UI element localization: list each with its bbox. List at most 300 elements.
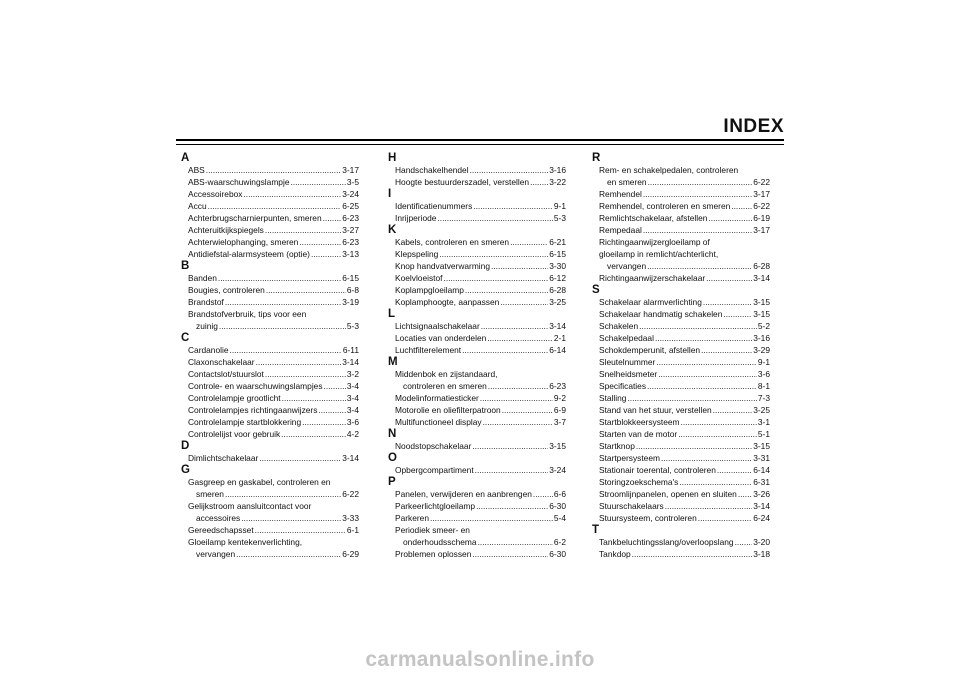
index-entry-page: 3-15: [753, 297, 770, 307]
index-entry-page: 3-18: [753, 549, 770, 559]
index-entry-text: Modelinformatiesticker: [395, 393, 479, 403]
dot-leader: [738, 488, 752, 500]
index-letter-heading: N: [388, 428, 397, 440]
index-entry-text: Stroomlijnpanelen, openen en sluiten: [599, 489, 737, 499]
index-letter-heading: C: [181, 332, 190, 344]
index-entry-page: 3-26: [753, 489, 770, 499]
index-entry-page: 6-11: [342, 345, 359, 355]
index-entry-page: 3-14: [753, 273, 770, 283]
dot-leader: [430, 512, 553, 524]
index-entry-text: Panelen, verwijderen en aanbrengen: [395, 489, 532, 499]
index-entry: [388, 392, 566, 404]
index-entry: [388, 500, 566, 512]
index-entry-page: 3-14: [549, 321, 566, 331]
dot-leader: [698, 512, 752, 524]
index-entry-page: 3-20: [753, 537, 770, 547]
index-entry-line: gloeilamp in remlicht/achterlicht,: [599, 249, 719, 259]
title-rule-thick: [176, 139, 784, 141]
index-letter-heading: A: [181, 152, 190, 164]
index-entry-text: Cardanolie: [188, 345, 229, 355]
index-entry: [181, 248, 359, 260]
index-entry-page: 5-3: [346, 321, 359, 331]
index-entry: [592, 224, 770, 236]
index-entry: [592, 344, 770, 356]
index-entry-text: Achterbrugscharnierpunten, smeren: [188, 213, 322, 223]
index-entry-line: Brandstofverbruik, tips voor een: [188, 309, 307, 319]
index-entry-text: Achterwielophanging, smeren: [188, 237, 299, 247]
index-entry-page: 6-15: [549, 249, 566, 259]
index-entry-text: Controlelampjes richtingaanwijzers: [188, 405, 318, 415]
index-entry-text: Accessoirebox: [188, 189, 243, 199]
index-entry-page: 5-4: [553, 513, 566, 523]
index-entry-text: Controlelampje startblokkering: [188, 417, 302, 427]
index-entry-page: 9-1: [757, 357, 770, 367]
index-entry: [592, 428, 770, 440]
index-entry-page: 9-2: [553, 393, 566, 403]
index-entry-page: 6-9: [553, 405, 566, 415]
index-entry: [592, 488, 770, 500]
index-entry-text: Koelvloeistof: [395, 273, 443, 283]
index-entry: [388, 164, 566, 176]
index-entry-text: Klepspeling: [395, 249, 439, 259]
index-letter-heading: B: [181, 260, 190, 272]
index-entry: [181, 164, 359, 176]
dot-leader: [462, 344, 548, 356]
index-entry: [388, 176, 566, 188]
index-entry-page: 3-7: [553, 417, 566, 427]
index-entry-page: 6-23: [549, 381, 566, 391]
dot-leader: [731, 200, 752, 212]
index-entry: [181, 284, 359, 296]
index-entry-text: Specificaties: [599, 381, 647, 391]
index-entry: [592, 164, 770, 188]
index-entry-text: Schakelen: [599, 321, 639, 331]
index-entry: [181, 188, 359, 200]
index-entry-text: Sleutelnummer: [599, 357, 656, 367]
index-entry: [388, 260, 566, 272]
index-entry: [592, 536, 770, 548]
dot-leader: [281, 428, 346, 440]
index-entry-page: 3-13: [342, 249, 359, 259]
index-entry-text: Gereedschapsset: [188, 525, 254, 535]
index-entry-page: 3-1: [757, 417, 770, 427]
title-rule-thin: [176, 144, 784, 145]
index-entry: [592, 212, 770, 224]
index-entry: [181, 212, 359, 224]
dot-leader: [703, 296, 752, 308]
index-entry: [592, 368, 770, 380]
index-entry: [592, 392, 770, 404]
index-entry-page: 3-16: [549, 165, 566, 175]
index-entry-page: 3-31: [753, 453, 770, 463]
index-entry-page: 3-17: [753, 189, 770, 199]
index-entry: [592, 476, 770, 488]
index-entry: [388, 368, 566, 392]
index-entry-text: Parkeerlichtgloeilamp: [395, 501, 476, 511]
index-entry-page: 3-25: [753, 405, 770, 415]
index-entry-page: 3-17: [753, 225, 770, 235]
index-letter-heading: T: [592, 524, 600, 536]
index-entry: [592, 440, 770, 452]
index-entry-text: controleren en smeren: [403, 381, 487, 391]
index-column-2: [388, 152, 566, 560]
index-entry-page: 2-1: [553, 333, 566, 343]
index-letter-heading: M: [388, 356, 398, 368]
index-entry-text: Storingzoekschema's: [599, 477, 679, 487]
index-entry-text: Identificatienummers: [395, 201, 473, 211]
dot-leader: [243, 188, 341, 200]
index-entry-text: Banden: [188, 273, 217, 283]
dot-leader: [225, 296, 341, 308]
index-entry-text: Locaties van onderdelen: [395, 333, 487, 343]
index-entry-page: 6-12: [549, 273, 566, 283]
index-entry-text: vervangen: [607, 261, 647, 271]
index-entry-text: Brandstof: [188, 297, 224, 307]
index-entry: [181, 404, 359, 416]
index-entry: [592, 416, 770, 428]
index-entry-text: Startknop: [599, 441, 635, 451]
index-entry-text: Lichtsignaalschakelaar: [395, 321, 480, 331]
index-letter-heading: R: [592, 152, 601, 164]
index-entry: [388, 320, 566, 332]
dot-leader: [476, 500, 548, 512]
index-entry-page: 6-31: [753, 477, 770, 487]
dot-leader: [487, 332, 553, 344]
index-entry: [388, 440, 566, 452]
index-column-3: [592, 152, 770, 560]
index-entry-text: Kabels, controleren en smeren: [395, 237, 510, 247]
index-entry: [592, 188, 770, 200]
index-entry: [181, 380, 359, 392]
index-entry-page: 3-14: [342, 357, 359, 367]
index-entry-page: 3-33: [342, 513, 359, 523]
index-entry-text: Controlelijst voor gebruik: [188, 429, 281, 439]
index-letter-heading: L: [388, 308, 396, 320]
index-entry-text: Schokdemperunit, afstellen: [599, 345, 701, 355]
dot-leader: [218, 272, 341, 284]
index-entry: [388, 200, 566, 212]
dot-leader: [648, 176, 753, 188]
index-entry-text: Snelheidsmeter: [599, 369, 658, 379]
page-title: INDEX: [723, 116, 784, 137]
index-entry: [388, 464, 566, 476]
index-letter-heading: O: [388, 452, 397, 464]
index-entry-page: 3-15: [753, 309, 770, 319]
index-entry-page: 6-15: [342, 273, 359, 283]
index-entry-page: 3-27: [342, 225, 359, 235]
index-entry: [592, 404, 770, 416]
index-entry-text: en smeren: [607, 177, 647, 187]
index-entry-page: 6-23: [342, 237, 359, 247]
index-entry-page: 6-14: [549, 345, 566, 355]
index-entry: [388, 236, 566, 248]
index-entry: [181, 476, 359, 500]
index-entry-text: Tankdop: [599, 549, 631, 559]
index-entry: [388, 272, 566, 284]
index-entry-page: 5-3: [553, 213, 566, 223]
dot-leader: [681, 416, 757, 428]
index-entry-text: Tankbeluchtingsslang/overloopslang: [599, 537, 734, 547]
index-entry-text: vervangen: [196, 549, 236, 559]
watermark-footer: carmanualsonline.info: [365, 648, 595, 671]
dot-leader: [735, 536, 753, 548]
dot-leader: [530, 176, 548, 188]
index-entry-page: 5-1: [757, 429, 770, 439]
index-entry-line: Richtingaanwijzergloeilamp of: [599, 237, 710, 247]
dot-leader: [647, 380, 757, 392]
dot-leader: [256, 356, 342, 368]
index-entry: [388, 404, 566, 416]
dot-leader: [472, 548, 548, 560]
dot-leader: [679, 476, 752, 488]
index-entry-text: Remlichtschakelaar, afstellen: [599, 213, 708, 223]
index-entry-text: Schakelaar handmatig schakelen: [599, 309, 723, 319]
dot-leader: [658, 368, 757, 380]
index-entry-text: Schakelpedaal: [599, 333, 654, 343]
index-entry-text: Stuurschakelaars: [599, 501, 664, 511]
dot-leader: [488, 380, 548, 392]
dot-leader: [639, 320, 757, 332]
index-entry-page: 3-29: [753, 345, 770, 355]
dot-leader: [647, 260, 752, 272]
index-entry-page: 3-17: [342, 165, 359, 175]
index-entry-text: Startblokkeersysteem: [599, 417, 680, 427]
index-entry: [592, 296, 770, 308]
dot-leader: [219, 320, 346, 332]
index-entry-text: onderhoudsschema: [403, 537, 477, 547]
index-entry-page: 6-22: [753, 177, 770, 187]
index-entry: [592, 464, 770, 476]
index-entry: [388, 344, 566, 356]
index-letter-heading: G: [181, 464, 190, 476]
index-entry-text: Startpersysteem: [599, 453, 660, 463]
index-entry-text: Koplamphoogte, aanpassen: [395, 297, 500, 307]
index-entry-page: 3-4: [346, 405, 359, 415]
index-entry: [592, 452, 770, 464]
dot-leader: [266, 284, 346, 296]
index-entry-text: Richtingaanwijzerschakelaar: [599, 273, 706, 283]
index-entry-line: Gloeilamp kentekenverlichting,: [188, 537, 303, 547]
index-entry-text: Hoogte bestuurderszadel, verstellen: [395, 177, 530, 187]
index-entry-text: zuinig: [196, 321, 218, 331]
index-entry-text: Stand van het stuur, verstellen: [599, 405, 712, 415]
dot-leader: [302, 416, 346, 428]
index-entry-page: 3-6: [757, 369, 770, 379]
index-entry-page: 8-1: [757, 381, 770, 391]
dot-leader: [473, 200, 553, 212]
index-entry: [181, 308, 359, 332]
index-entry: [181, 272, 359, 284]
dot-leader: [701, 344, 752, 356]
dot-leader: [655, 332, 752, 344]
dot-leader: [643, 188, 752, 200]
index-entry-page: 3-19: [342, 297, 359, 307]
index-entry-page: 3-30: [549, 261, 566, 271]
index-entry-text: Knop handvatverwarming: [395, 261, 490, 271]
index-entry-page: 3-2: [346, 369, 359, 379]
index-entry: [181, 500, 359, 524]
dot-leader: [299, 236, 341, 248]
index-entry-text: Motorolie en oliefilterpatroon: [395, 405, 501, 415]
index-entry-text: Bougies, controleren: [188, 285, 265, 295]
index-entry-page: 7-3: [757, 393, 770, 403]
dot-leader: [713, 404, 753, 416]
index-entry-page: 3-24: [342, 189, 359, 199]
dot-leader: [236, 548, 341, 560]
dot-leader: [470, 164, 549, 176]
index-entry-text: Opbergcompartiment: [395, 465, 474, 475]
index-entry: [592, 236, 770, 272]
index-entry: [181, 236, 359, 248]
index-entry-text: Contactslot/stuurslot: [188, 369, 264, 379]
index-entry-text: Noodstopschakelaar: [395, 441, 472, 451]
index-entry-page: 3-15: [753, 441, 770, 451]
dot-leader: [255, 524, 346, 536]
dot-leader: [661, 452, 752, 464]
index-entry-page: 3-25: [549, 297, 566, 307]
index-letter-heading: P: [388, 476, 396, 488]
index-entry-text: Multifunctioneel display: [395, 417, 482, 427]
index-entry: [181, 200, 359, 212]
index-entry: [592, 200, 770, 212]
index-entry-page: 6-6: [553, 489, 566, 499]
index-entry: [388, 284, 566, 296]
dot-leader: [318, 404, 345, 416]
dot-leader: [500, 296, 548, 308]
index-entry-text: Schakelaar alarmverlichting: [599, 297, 702, 307]
index-entry-page: 6-22: [753, 201, 770, 211]
index-entry-text: Accu: [188, 201, 207, 211]
dot-leader: [206, 164, 341, 176]
index-entry: [388, 488, 566, 500]
index-entry: [181, 344, 359, 356]
index-entry: [388, 296, 566, 308]
index-entry-text: Stationair toerental, controleren: [599, 465, 716, 475]
dot-leader: [717, 464, 752, 476]
dot-leader: [324, 380, 346, 392]
index-entry: [181, 392, 359, 404]
dot-leader: [323, 212, 342, 224]
index-entry-page: 3-6: [346, 417, 359, 427]
dot-leader: [643, 224, 752, 236]
dot-leader: [437, 212, 552, 224]
index-entry: [388, 212, 566, 224]
dot-leader: [208, 200, 342, 212]
dot-leader: [480, 392, 553, 404]
index-entry-line: Middenbok en zijstandaard,: [395, 369, 498, 379]
index-entry-page: 6-29: [342, 549, 359, 559]
index-entry: [388, 512, 566, 524]
index-entry-text: Luchtfilterelement: [395, 345, 462, 355]
index-entry-text: Problemen oplossen: [395, 549, 472, 559]
index-entry-page: 6-30: [549, 501, 566, 511]
index-entry-text: accessoires: [196, 513, 241, 523]
index-entry-page: 6-21: [549, 237, 566, 247]
index-letter-heading: H: [388, 152, 397, 164]
index-entry: [181, 296, 359, 308]
index-entry-page: 6-2: [553, 537, 566, 547]
index-entry-page: 3-24: [549, 465, 566, 475]
dot-leader: [723, 308, 752, 320]
dot-leader: [706, 272, 752, 284]
index-entry: [592, 380, 770, 392]
index-entry: [592, 356, 770, 368]
dot-leader: [533, 488, 553, 500]
index-entry: [181, 428, 359, 440]
index-entry: [388, 548, 566, 560]
index-entry-text: Rempedaal: [599, 225, 642, 235]
index-letter-heading: I: [388, 188, 392, 200]
dot-leader: [259, 452, 341, 464]
index-entry: [181, 368, 359, 380]
index-entry-text: Remhendel: [599, 189, 642, 199]
index-entry: [388, 524, 566, 548]
dot-leader: [665, 500, 753, 512]
dot-leader: [478, 536, 553, 548]
dot-leader: [290, 176, 345, 188]
dot-leader: [475, 464, 549, 476]
index-entry-line: Gelijkstroom aansluitcontact voor: [188, 501, 312, 511]
dot-leader: [708, 212, 752, 224]
dot-leader: [265, 368, 346, 380]
index-entry-line: Rem- en schakelpedalen, controleren: [599, 165, 739, 175]
index-entry: [592, 548, 770, 560]
index-entry-text: Claxonschakelaar: [188, 357, 255, 367]
index-entry-page: 6-30: [549, 549, 566, 559]
index-entry-text: Controlelampje grootlicht: [188, 393, 281, 403]
index-entry-line: Periodiek smeer- en: [395, 525, 470, 535]
index-entry-page: 3-14: [753, 501, 770, 511]
index-entry-text: Controle- en waarschuwingslampjes: [188, 381, 323, 391]
index-entry-text: smeren: [196, 489, 224, 499]
index-entry: [181, 176, 359, 188]
index-letter-heading: K: [388, 224, 397, 236]
dot-leader: [656, 356, 757, 368]
dot-leader: [483, 416, 553, 428]
index-entry-text: Inrijperiode: [395, 213, 437, 223]
dot-leader: [632, 548, 753, 560]
index-entry: [181, 536, 359, 560]
dot-leader: [491, 260, 548, 272]
index-entry-text: Stuursysteem, controleren: [599, 513, 697, 523]
index-entry-text: Handschakelhendel: [395, 165, 469, 175]
index-column-1: [181, 152, 359, 560]
index-entry: [592, 500, 770, 512]
index-entry: [592, 320, 770, 332]
dot-leader: [444, 272, 549, 284]
index-entry: [181, 356, 359, 368]
index-entry-page: 6-28: [549, 285, 566, 295]
dot-leader: [510, 236, 548, 248]
index-entry-text: Achteruitkijkspiegels: [188, 225, 264, 235]
index-entry-text: Dimlichtschakelaar: [188, 453, 259, 463]
index-entry-page: 6-28: [753, 261, 770, 271]
dot-leader: [502, 404, 553, 416]
index-entry: [592, 272, 770, 284]
index-letter-heading: S: [592, 284, 600, 296]
dot-leader: [678, 428, 757, 440]
index-entry: [592, 512, 770, 524]
index-entry-page: 3-15: [549, 441, 566, 451]
index-entry-line: Gasgreep en gaskabel, controleren en: [188, 477, 331, 487]
index-entry: [181, 224, 359, 236]
index-entry: [181, 416, 359, 428]
dot-leader: [627, 392, 756, 404]
index-entry-page: 3-4: [346, 381, 359, 391]
index-entry-text: ABS: [188, 165, 205, 175]
dot-leader: [481, 320, 549, 332]
index-entry-text: Stalling: [599, 393, 627, 403]
